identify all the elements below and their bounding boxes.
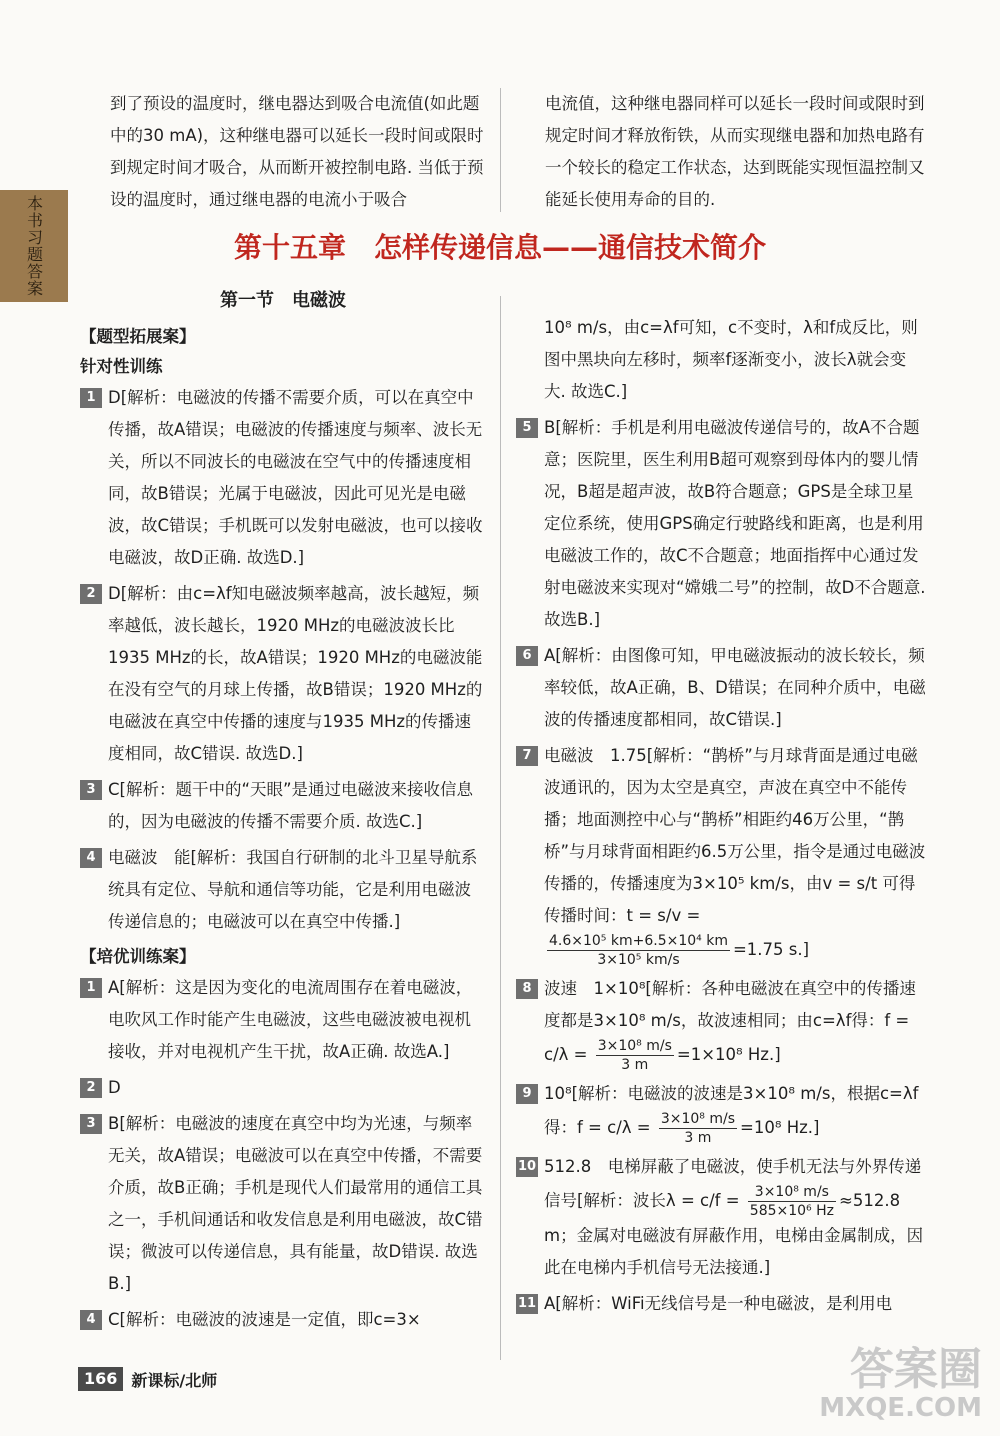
page-number: 166 [78, 1367, 123, 1391]
fraction [596, 1037, 674, 1074]
formula-7 [544, 932, 926, 969]
side-tab: 本书习题答案 [0, 190, 68, 302]
list-item [80, 774, 486, 838]
item-number: 2 [80, 584, 102, 604]
watermark-url: MXQE.COM [819, 1393, 982, 1423]
item-text: C[解析：电磁波的波速是一定值，即c=3× [108, 1310, 421, 1329]
item-number: 4 [80, 848, 102, 868]
item-text: 10⁸[解析：电磁波的波速是3×10⁸ m/s，根据c=λf得：f = c/λ = [544, 1084, 919, 1137]
list-item [516, 973, 926, 1074]
list-item [80, 382, 486, 574]
denominator: 3×10⁵ km/s [597, 952, 680, 968]
formula-result: ≈512.8 m；金属对电磁波有屏蔽作用，电梯由金属制成，因此在电梯内手机信号无法接通.] [544, 1191, 924, 1277]
list-item [80, 1072, 486, 1104]
item-text: C[解析：题干中的“天眼”是通过电磁波来接收信息的，因为电磁波的传播不需要介质. 故选C.] [108, 780, 474, 831]
top-right-column [545, 88, 925, 216]
top-left-column [110, 88, 488, 216]
numerator: 4.6×10⁵ km+6.5×10⁴ km [549, 933, 728, 949]
numerator: 3×10⁸ m/s [597, 1038, 672, 1054]
item-number: 10 [516, 1157, 538, 1177]
list-item [516, 1078, 926, 1147]
footer [78, 1366, 217, 1392]
fraction [748, 1183, 836, 1220]
item-text: A[解析：这是因为变化的电流周围存在着电磁波，电吹风工作时能产生电磁波，这些电磁波被电视机接收，并对电视机产生干扰，故A正确. 故选A.] [108, 978, 473, 1061]
list-item [516, 1151, 926, 1284]
item-number: 6 [516, 646, 538, 666]
denominator: 585×10⁶ Hz [749, 1203, 834, 1219]
item-text: 电磁波 能[解析：我国自行研制的北斗卫星导航系统具有定位、导航和通信等功能，它是利用电磁波传递信息的；电磁波可以在真空中传播.] [108, 848, 478, 931]
formula-result: =1.75 s.] [732, 940, 810, 959]
item-text: D [108, 1078, 121, 1097]
item-number: 2 [80, 1078, 102, 1098]
list-item [80, 1108, 486, 1300]
numerator: 3×10⁸ m/s [748, 1183, 836, 1202]
chapter-title: 第十五章 怎样传递信息——通信技术简介 [233, 231, 766, 264]
formula-result: =10⁸ Hz.] [740, 1118, 820, 1137]
fraction [659, 1110, 737, 1147]
list-item [80, 578, 486, 770]
column-divider-top [500, 88, 501, 212]
column-divider [500, 296, 501, 1360]
list-item [516, 412, 926, 636]
item-number: 1 [80, 388, 102, 408]
subheading-zhendui: 针对性训练 [80, 357, 163, 376]
heading-tixing: 【题型拓展案】 [80, 327, 196, 346]
right-top-text: 10⁸ m/s，由c=λf可知，c不变时，λ和f成反比，则图中黑块向左移时，频率f逐渐变小，波长λ就会变大. 故选C.] [544, 318, 918, 401]
item-text: 波速 1×10⁸[解析：各种电磁波在真空中的传播速度都是3×10⁸ m/s，故波速相同；由c=λf得：f = c/λ = [544, 979, 916, 1064]
item-number: 3 [80, 1114, 102, 1134]
item-number: 11 [516, 1294, 538, 1314]
item-text: D[解析：电磁波的传播不需要介质，可以在真空中传播，故A错误；电磁波的传播速度与频率、波长无关，所以不同波长的电磁波在空气中的传播速度相同，故B错误；光属于电磁波，因此可见光是电磁波，故C错误；手机既可以发射电磁波，也可以接收电磁波，故D正确. 故选D.] [108, 388, 483, 567]
top-right-text: 电流值，这种继电器同样可以延长一段时间或限时到规定时间才释放衔铁，从而实现继电器和加热电路有一个较长的稳定工作状态，达到既能实现恒温控制又能延长使用寿命的目的. [545, 94, 925, 209]
item-number: 5 [516, 418, 538, 438]
list-item [516, 640, 926, 736]
item-text: A[解析：WiFi无线信号是一种电磁波，是利用电 [544, 1294, 893, 1313]
denominator: 3 m [621, 1057, 649, 1073]
item-text: A[解析：由图像可知，甲电磁波振动的波长较长，频率较低，故A正确，B、D错误；在同种介质中，电磁波的传播速度都相同，故C错误.] [544, 646, 926, 729]
top-left-text: 到了预设的温度时，继电器达到吸合电流值(如此题中的30 mA)，这种继电器可以延长一段时间或限时到规定时间才吸合，从而断开被控制电路. 当低于预设的温度时，通过继电器的电流小于吸合 [110, 94, 484, 209]
item-number: 8 [516, 979, 538, 999]
heading-peiyou: 【培优训练案】 [80, 947, 196, 966]
numerator: 3×10⁸ m/s [660, 1111, 736, 1127]
denominator: 3 m [684, 1130, 712, 1146]
watermark [819, 1346, 982, 1422]
watermark-logo: 答案圈 [850, 1344, 982, 1395]
item-text: B[解析：电磁波的速度在真空中均为光速，与频率无关，故A错误；电磁波可以在真空中传播，不需要介质，故B正确；手机是现代人们最常用的通信工具之一，手机间通话和收发信息是利用电磁波，故C错误；微波可以传递信息，具有能量，故D错误. 故选B.] [108, 1114, 483, 1293]
item-number: 4 [80, 1310, 102, 1330]
list-item [80, 972, 486, 1068]
right-column [516, 312, 926, 1324]
item-number: 9 [516, 1084, 538, 1104]
list-item [516, 1288, 926, 1320]
item-text: D[解析：由c=λf知电磁波频率越高，波长越短，频率越低，波长越长，1920 MHz的电磁波波长比1935 MHz的长，故A错误；1920 MHz的电磁波能在没有空气的月球上传播，故B错误；1920 MHz的电磁波在真空中传播的速度与1935 MHz的传播速度相同，故C错误. 故选D.] [108, 584, 483, 763]
list-item [80, 1304, 486, 1336]
list-item [80, 842, 486, 938]
left-column [80, 282, 486, 1340]
item-text: 512.8 电梯屏蔽了电磁波，使手机无法与外界传递信号[解析：波长λ = c/f = [544, 1157, 922, 1210]
formula-result: =1×10⁸ Hz.] [676, 1045, 781, 1064]
item-number: 1 [80, 978, 102, 998]
fraction [547, 932, 730, 969]
item-number: 7 [516, 746, 538, 766]
footer-text: 新课标/北师 [131, 1370, 218, 1390]
item-number: 3 [80, 780, 102, 800]
item-text: 电磁波 1.75[解析：“鹊桥”与月球背面是通过电磁波通讯的，因为太空是真空，声波在真空中不能传播；地面测控中心与“鹊桥”相距约46万公里，“鹊桥”与月球背面相距约6.5万公里，指令是通过电磁波传播的，传播速度为3×10⁵ km/s，由v = s/t 可得传播时间：t = s/v = [544, 746, 926, 925]
item-text: B[解析：手机是利用电磁波传递信号的，故A不合题意；医院里，医生利用B超可观察到母体内的婴儿情况，B超是超声波，故B符合题意；GPS是全球卫星定位系统，使用GPS确定行驶路线和距离，也是利用电磁波工作的，故C不合题意；地面指挥中心通过发射电磁波来实现对“嫦娥二号”的控制，故D不合题意. 故选B.] [544, 418, 926, 629]
section-title: 第一节 电磁波 [220, 290, 346, 311]
list-item [516, 740, 926, 969]
